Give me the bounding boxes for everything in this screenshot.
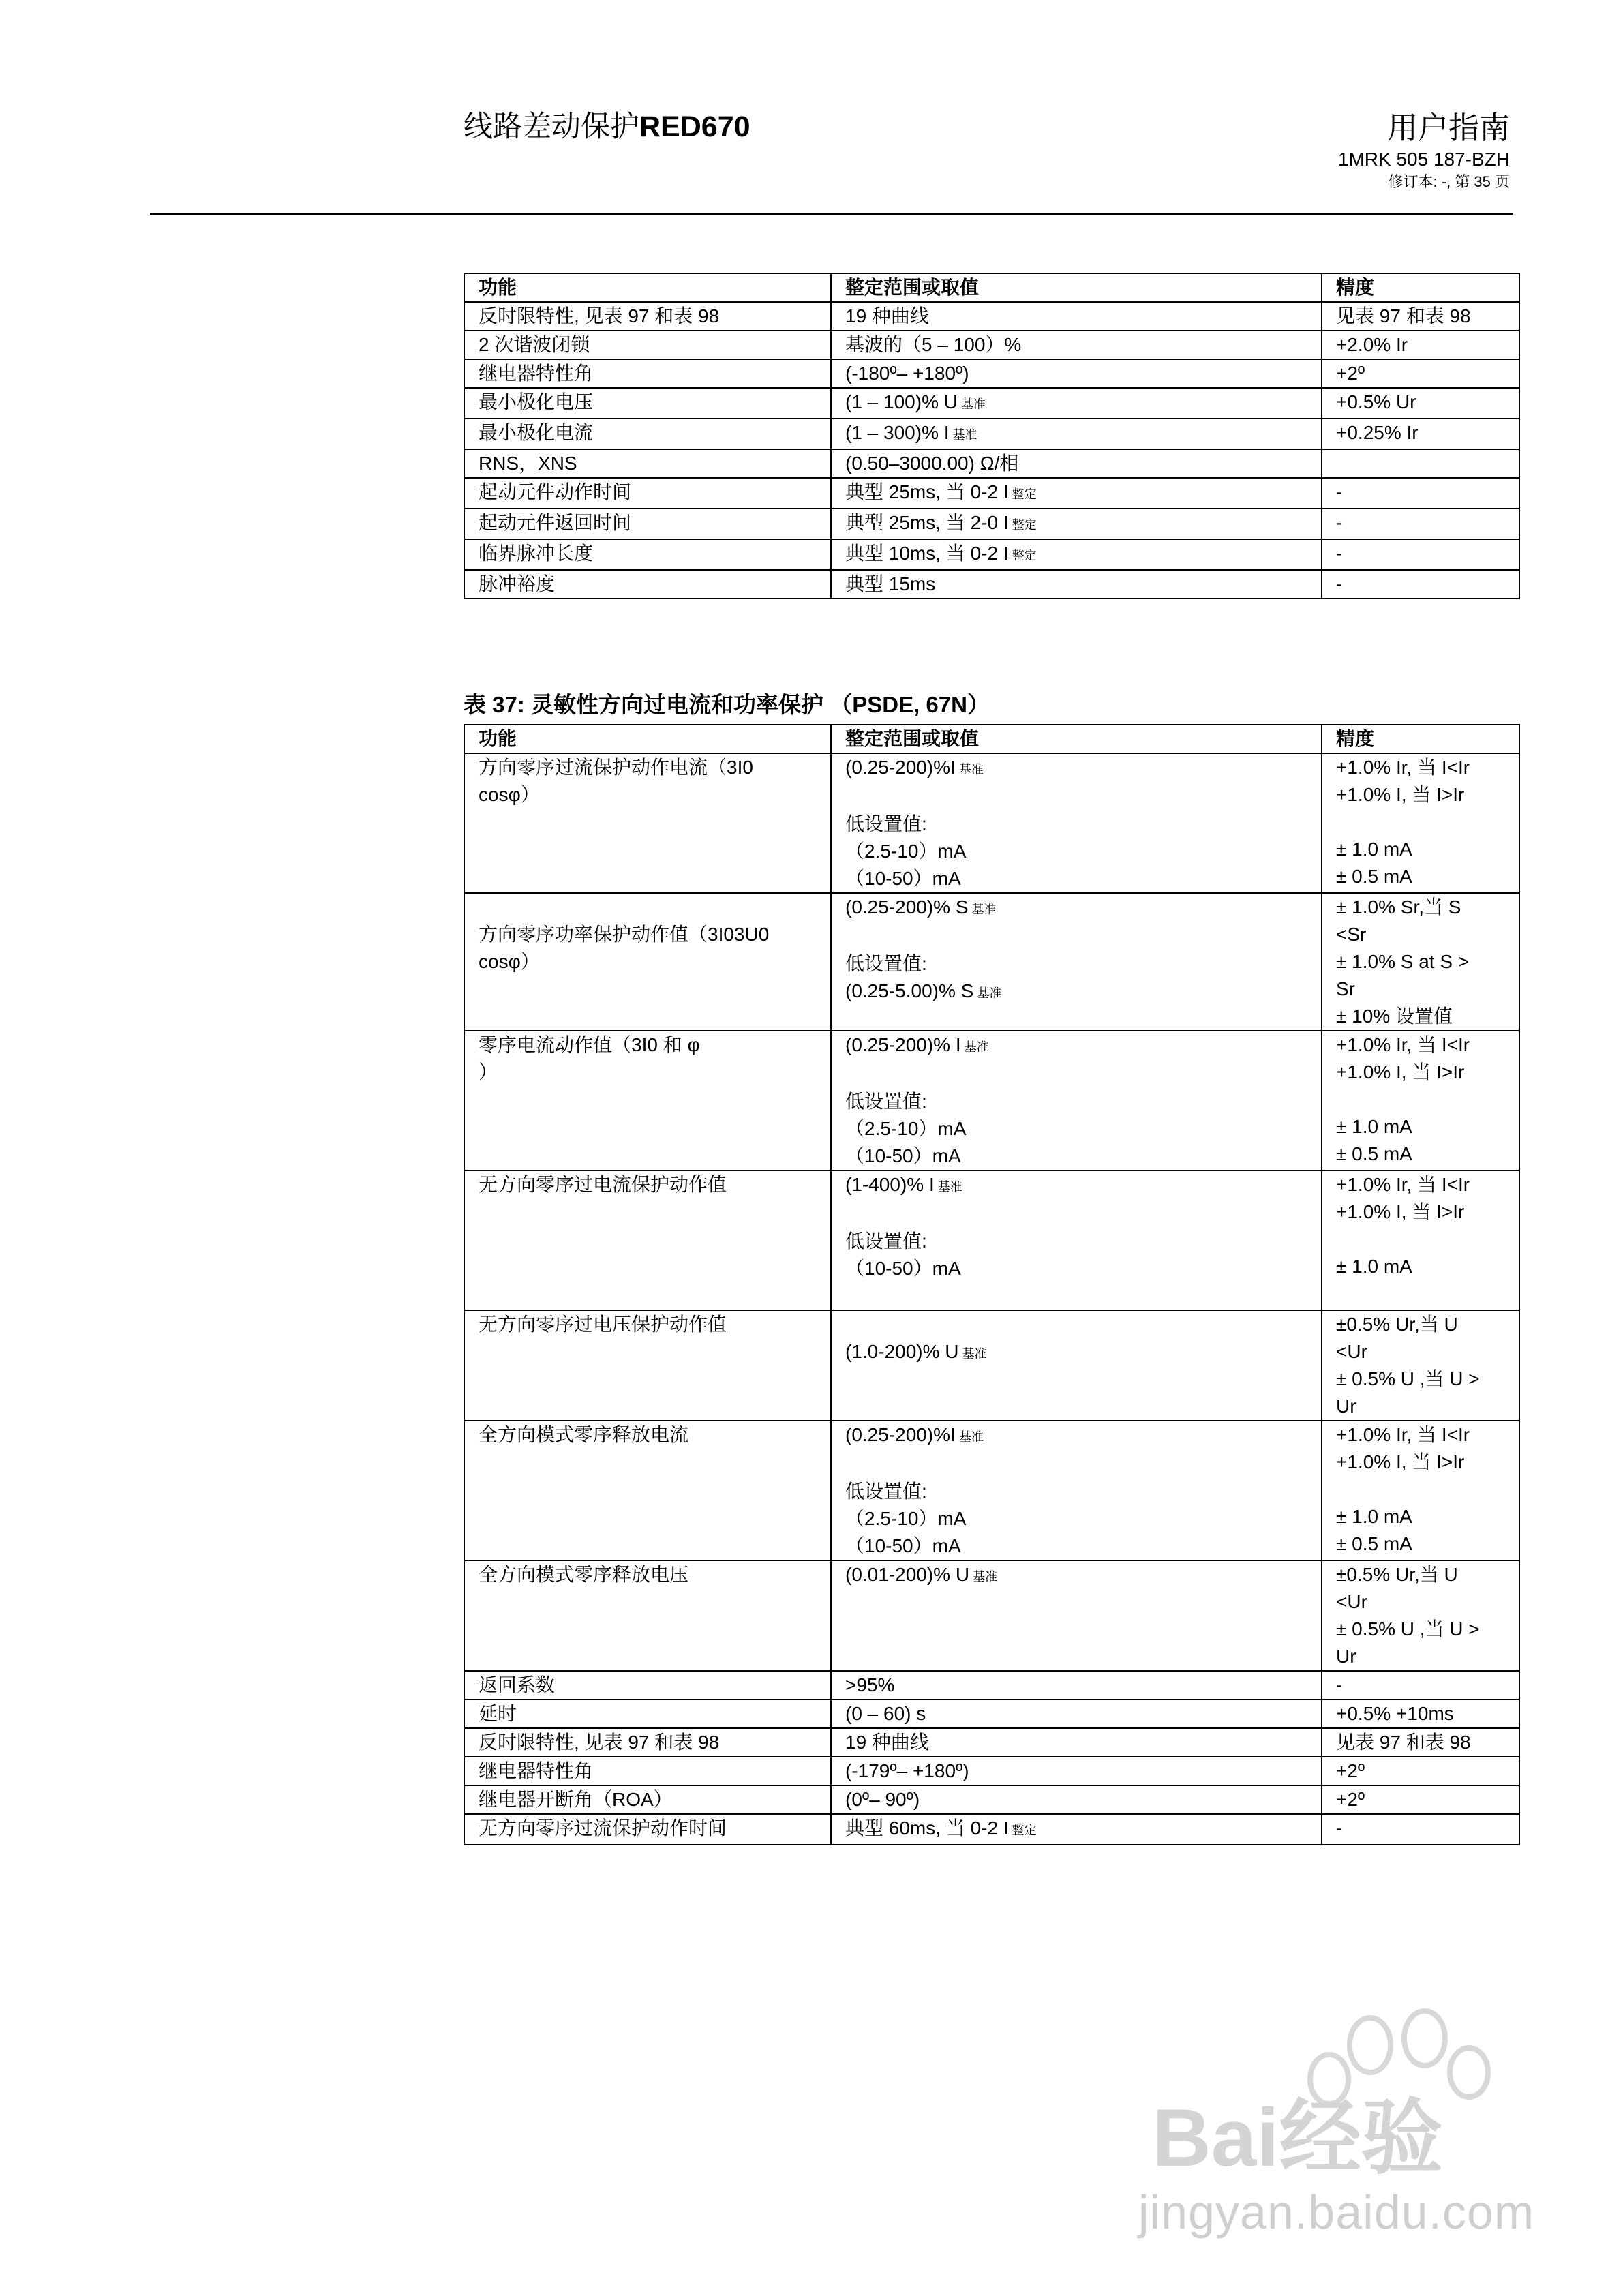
- cell-line: （2.5-10）mA: [845, 1118, 967, 1139]
- cell-range: 19 种曲线: [831, 1728, 1322, 1757]
- table-row: [464, 1700, 1519, 1728]
- header-range: 整定范围或取值: [831, 273, 1322, 302]
- cell-accuracy: 见表 97 和表 98: [1322, 302, 1519, 331]
- cell-range: (-179º– +180º): [831, 1757, 1322, 1785]
- header-range: 整定范围或取值: [831, 725, 1322, 753]
- document-title: [464, 104, 750, 145]
- cell-line: ± 0.5 mA: [1336, 1533, 1412, 1554]
- header-right: [1338, 109, 1510, 192]
- cell-range: 19 种曲线: [831, 302, 1322, 331]
- cell-line: (0.25-5.00)% S 基准: [845, 980, 1002, 1001]
- cell-accuracy: [1322, 1421, 1519, 1560]
- cell-line: (1-400)% I 基准: [845, 1174, 962, 1195]
- cell-accuracy: -: [1322, 1671, 1519, 1700]
- cell-accuracy: -: [1322, 570, 1519, 599]
- guide-label: 用户指南: [1386, 110, 1510, 145]
- subscript: 整定: [1008, 518, 1037, 532]
- cell-line: [845, 923, 1321, 950]
- caption-label: 表 37:: [464, 692, 525, 717]
- cell-line: +1.0% I, 当 I>Ir: [1336, 1201, 1465, 1222]
- cell-line: +1.0% I, 当 I>Ir: [1336, 784, 1465, 805]
- cell-line: 无方向零序过电压保护动作值: [479, 1314, 727, 1335]
- cell-line: 无方向零序过电流保护动作值: [479, 1174, 727, 1195]
- revision-page: 修订本: -, 第 35 页: [1388, 173, 1510, 190]
- cell-range: (-180º– +180º): [831, 359, 1322, 388]
- cell-line: [1336, 1086, 1519, 1113]
- cell-accuracy: [1322, 449, 1519, 478]
- cell-line: [845, 1311, 1321, 1338]
- cell-range: 基波的（5 – 100）%: [831, 331, 1322, 359]
- cell-accuracy: +0.5% +10ms: [1322, 1700, 1519, 1728]
- cell-range: [831, 893, 1322, 1031]
- table-row: [464, 1560, 1519, 1671]
- cell-range: >95%: [831, 1671, 1322, 1700]
- cell-function: 起动元件返回时间: [464, 509, 831, 539]
- cell-line: +1.0% Ir, 当 I<Ir: [1336, 1174, 1470, 1195]
- table-row: [464, 359, 1519, 388]
- cell-line: 零序电流动作值（3I0 和 φ: [479, 1034, 700, 1055]
- table-row: [464, 1728, 1519, 1757]
- cell-line: (0.25-200)%I 基准: [845, 1424, 984, 1445]
- cell-line: ± 1.0 mA: [1336, 839, 1412, 860]
- table-row: [464, 1310, 1519, 1421]
- cell-line: 低设置值:: [845, 1481, 927, 1502]
- cell-line: [479, 894, 830, 921]
- cell-line: ± 10% 设置值: [1336, 1006, 1453, 1027]
- cell-function: [464, 753, 831, 893]
- cell-line: ± 0.5% U ,当 U >: [1336, 1368, 1480, 1389]
- table-row: [464, 1814, 1519, 1845]
- cell-accuracy: [1322, 1031, 1519, 1170]
- cell-line: ± 1.0 mA: [1336, 1506, 1412, 1527]
- cell-range: (1 – 100)% U 基准: [831, 388, 1322, 419]
- title-cn: 线路差动保护: [464, 110, 639, 143]
- cell-accuracy: [1322, 1170, 1519, 1310]
- cell-function: 起动元件动作时间: [464, 478, 831, 509]
- doc-id: 1MRK 505 187-BZH: [1337, 149, 1510, 170]
- cell-accuracy: -: [1322, 478, 1519, 509]
- cell-line: Ur: [1336, 1646, 1356, 1667]
- table-row: [464, 331, 1519, 359]
- subscript: 基准: [955, 1430, 984, 1444]
- cell-range: 典型 15ms: [831, 570, 1322, 599]
- cell-function: 无方向零序过流保护动作时间: [464, 1814, 831, 1845]
- table-row: [464, 449, 1519, 478]
- caption-title: 灵敏性方向过电流和功率保护 （PSDE, 67N）: [531, 692, 990, 717]
- cell-line: （2.5-10）mA: [845, 841, 967, 862]
- cell-function: [464, 1421, 831, 1560]
- cell-line: [1336, 1476, 1519, 1503]
- watermark-brand: Bai经验: [1152, 2092, 1443, 2184]
- cell-line: +1.0% Ir, 当 I<Ir: [1336, 1424, 1470, 1445]
- cell-function: 临界脉冲长度: [464, 539, 831, 570]
- cell-line: 方向零序功率保护动作值（3I03U0: [479, 924, 770, 945]
- cell-line: (0.25-200)% I 基准: [845, 1034, 989, 1055]
- cell-line: [845, 1282, 1321, 1310]
- header-function: 功能: [464, 273, 831, 302]
- cell-accuracy: -: [1322, 539, 1519, 570]
- title-model: RED670: [639, 110, 750, 143]
- header-accuracy: 精度: [1322, 273, 1519, 302]
- cell-accuracy: -: [1322, 1814, 1519, 1845]
- cell-line: [845, 1061, 1321, 1088]
- cell-line: （2.5-10）mA: [845, 1508, 967, 1529]
- cell-line: +1.0% Ir, 当 I<Ir: [1336, 1034, 1470, 1055]
- cell-line: ±0.5% Ur,当 U: [1336, 1564, 1458, 1585]
- table-row: [464, 1757, 1519, 1785]
- cell-line: 低设置值:: [845, 1230, 927, 1252]
- cell-function: 继电器开断角（ROA）: [464, 1785, 831, 1814]
- subscript: 整定: [1008, 1824, 1037, 1837]
- cell-accuracy: [1322, 1310, 1519, 1421]
- cell-line: 方向零序过流保护动作电流（3I0: [479, 757, 753, 778]
- cell-function: 2 次谐波闭锁: [464, 331, 831, 359]
- cell-line: [845, 1200, 1321, 1228]
- cell-line: 全方向模式零序释放电压: [479, 1564, 689, 1585]
- cell-line: ± 1.0 mA: [1336, 1256, 1412, 1277]
- cell-range: 典型 60ms, 当 0-2 I 整定: [831, 1814, 1322, 1845]
- cell-line: ± 0.5 mA: [1336, 1143, 1412, 1164]
- cell-line: ±0.5% Ur,当 U: [1336, 1314, 1458, 1335]
- cell-line: <Sr: [1336, 924, 1367, 945]
- table-row: [464, 478, 1519, 509]
- subscript: 整定: [1008, 549, 1037, 562]
- table-row: [464, 1785, 1519, 1814]
- cell-line: Sr: [1336, 978, 1355, 999]
- cell-function: [464, 893, 831, 1031]
- cell-range: 典型 10ms, 当 0-2 I 整定: [831, 539, 1322, 570]
- table-row: [464, 509, 1519, 539]
- cell-range: 典型 25ms, 当 2-0 I 整定: [831, 509, 1322, 539]
- cell-accuracy: +2.0% Ir: [1322, 331, 1519, 359]
- cell-line: （10-50）mA: [845, 1258, 961, 1279]
- subscript: 基准: [969, 1570, 998, 1584]
- cell-accuracy: [1322, 893, 1519, 1031]
- cell-range: (1 – 300)% I 基准: [831, 419, 1322, 449]
- subscript: 基准: [973, 986, 1002, 1000]
- table-row: [464, 539, 1519, 570]
- cell-range: [831, 1170, 1322, 1310]
- header-function: 功能: [464, 725, 831, 753]
- cell-range: [831, 1031, 1322, 1170]
- table-1: [464, 273, 1520, 599]
- table-row: [464, 753, 1519, 893]
- cell-function: 返回系数: [464, 1671, 831, 1700]
- cell-function: 继电器特性角: [464, 359, 831, 388]
- cell-line: [845, 1451, 1321, 1478]
- cell-range: (0º– 90º): [831, 1785, 1322, 1814]
- cell-line: (0.01-200)% U 基准: [845, 1564, 998, 1585]
- cell-line: ± 1.0% Sr,当 S: [1336, 896, 1461, 918]
- cell-line: （10-50）mA: [845, 1535, 961, 1556]
- subscript: 基准: [958, 1347, 987, 1361]
- cell-accuracy: -: [1322, 509, 1519, 539]
- cell-line: 低设置值:: [845, 813, 927, 834]
- cell-function: [464, 1031, 831, 1170]
- subscript: 基准: [934, 1180, 962, 1194]
- table-row: [464, 570, 1519, 599]
- cell-line: [1336, 809, 1519, 836]
- cell-line: Ur: [1336, 1395, 1356, 1417]
- cell-line: （10-50）mA: [845, 868, 961, 889]
- cell-function: [464, 1560, 831, 1671]
- cell-line: ± 1.0% S at S >: [1336, 951, 1470, 972]
- cell-function: 脉冲裕度: [464, 570, 831, 599]
- table-37: [464, 724, 1520, 1845]
- table-37-caption: [464, 687, 990, 719]
- cell-range: [831, 1421, 1322, 1560]
- cell-accuracy: +0.25% Ir: [1322, 419, 1519, 449]
- cell-line: 全方向模式零序释放电流: [479, 1424, 689, 1445]
- cell-function: RNS，XNS: [464, 449, 831, 478]
- cell-line: ± 0.5% U ,当 U >: [1336, 1618, 1480, 1640]
- subscript: 基准: [968, 903, 997, 916]
- cell-accuracy: +2º: [1322, 359, 1519, 388]
- cell-line: [1336, 1226, 1519, 1253]
- cell-line: +1.0% I, 当 I>Ir: [1336, 1061, 1465, 1083]
- cell-line: ± 0.5 mA: [1336, 866, 1412, 887]
- cell-line: cosφ）: [479, 784, 540, 805]
- table-row: [464, 1421, 1519, 1560]
- cell-line: [845, 783, 1321, 811]
- subscript: 基准: [949, 428, 977, 442]
- cell-line: +1.0% Ir, 当 I<Ir: [1336, 757, 1470, 778]
- cell-accuracy: [1322, 753, 1519, 893]
- cell-line: +1.0% I, 当 I>Ir: [1336, 1451, 1465, 1472]
- table-row: [464, 1031, 1519, 1170]
- header-divider: [150, 213, 1513, 215]
- cell-accuracy: +0.5% Ur: [1322, 388, 1519, 419]
- table-row: [464, 1170, 1519, 1310]
- subscript: 基准: [955, 763, 984, 776]
- cell-line: cosφ）: [479, 951, 540, 972]
- cell-function: 最小极化电压: [464, 388, 831, 419]
- cell-function: 最小极化电流: [464, 419, 831, 449]
- cell-accuracy: +2º: [1322, 1757, 1519, 1785]
- subscript: 基准: [960, 1040, 989, 1054]
- cell-function: [464, 1310, 831, 1421]
- cell-line: <Ur: [1336, 1591, 1367, 1612]
- cell-function: 反时限特性, 见表 97 和表 98: [464, 302, 831, 331]
- cell-function: 延时: [464, 1700, 831, 1728]
- cell-function: 继电器特性角: [464, 1757, 831, 1785]
- cell-range: [831, 1310, 1322, 1421]
- cell-function: 反时限特性, 见表 97 和表 98: [464, 1728, 831, 1757]
- cell-accuracy: 见表 97 和表 98: [1322, 1728, 1519, 1757]
- cell-line: (0.25-200)%I 基准: [845, 757, 984, 778]
- table-header-row: [464, 273, 1519, 302]
- cell-line: 低设置值:: [845, 953, 927, 974]
- cell-line: ± 1.0 mA: [1336, 1116, 1412, 1137]
- cell-line: (1.0-200)% U 基准: [845, 1341, 987, 1362]
- subscript: 整定: [1008, 487, 1037, 501]
- table-row: [464, 893, 1519, 1031]
- cell-line: ）: [479, 1061, 498, 1083]
- cell-range: (0 – 60) s: [831, 1700, 1322, 1728]
- cell-range: [831, 753, 1322, 893]
- cell-line: 低设置值:: [845, 1091, 927, 1112]
- table-row: [464, 1671, 1519, 1700]
- cell-line: （10-50）mA: [845, 1145, 961, 1166]
- watermark-url: jingyan.baidu.com: [1138, 2186, 1535, 2239]
- cell-range: 典型 25ms, 当 0-2 I 整定: [831, 478, 1322, 509]
- cell-range: (0.50–3000.00) Ω/相: [831, 449, 1322, 478]
- subscript: 基准: [957, 397, 986, 411]
- cell-function: [464, 1170, 831, 1310]
- cell-accuracy: [1322, 1560, 1519, 1671]
- cell-line: <Ur: [1336, 1341, 1367, 1362]
- table-row: [464, 302, 1519, 331]
- cell-line: [1336, 1280, 1519, 1308]
- cell-range: [831, 1560, 1322, 1671]
- cell-accuracy: +2º: [1322, 1785, 1519, 1814]
- table-header-row: [464, 725, 1519, 753]
- header-accuracy: 精度: [1322, 725, 1519, 753]
- cell-line: (0.25-200)% S 基准: [845, 896, 997, 918]
- table-row: [464, 388, 1519, 419]
- table-row: [464, 419, 1519, 449]
